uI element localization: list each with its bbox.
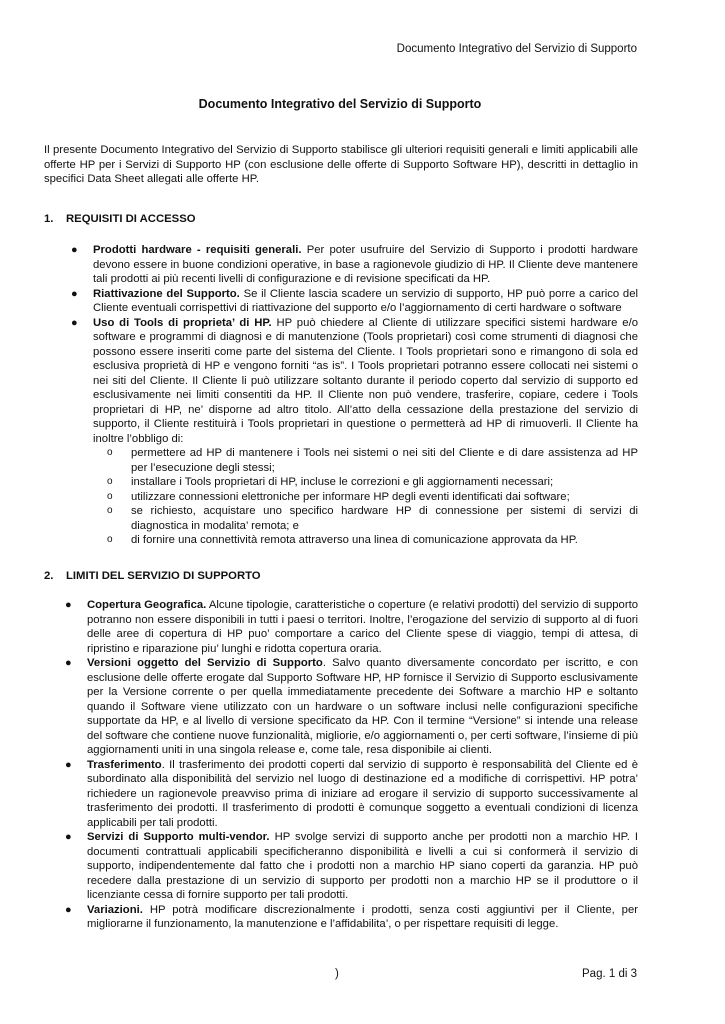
item-text: Alcune tipologie, caratteristiche o coperture (e relativi prodotti) del servizio di supporto potranno non essere disponibili in tutti i paesi o territori. Inoltre, l’erogazione del servizio di supporto al di fuori delle aree di copertura di HP puo’ comportare a carico del Cliente spese di viaggio, tempi di attesa, di ripristino e riparazione piu’ lunghi e ridotta copertura oraria. — [87, 599, 638, 655]
circle-bullet-icon: o — [107, 505, 113, 516]
item-text: HP può chiedere al Cliente di utilizzare specifici sistemi hardware e/o software e programmi di diagnosi e di manutenzione (Tools proprietari) così come strumenti di diagnosi che possono essere inseriti come parte del sistema del Cliente. I Tools proprietari sono e rimangono di sola ed esclusiva proprietà di HP e vengono forniti “as is”. I Tools proprietari potranno essere collocati nei sistemi o nei siti del Cliente. Il Cliente li può utilizzare soltanto durante il periodo coperto dal servizio di supporto ed esclusivamente nei limiti consentiti da HP. Il Cliente non può vendere, trasferire, copiare, cedere i Tools proprietari di HP, ne’ disporne ad altro titolo. All’atto della cessazione della prestazione del servizio di supporto, il Cliente restituirà i Tools proprietari in questione o permetterà ad HP di rimuoverli. Il Cliente ha inoltre l’obbligo di: — [93, 316, 638, 445]
list-item — [65, 758, 638, 831]
list-item — [65, 903, 638, 932]
section-number: 1. — [44, 213, 54, 225]
item-lead: Versioni oggetto del Servizio di Supporto — [87, 657, 323, 669]
footer-mark: ) — [335, 968, 339, 980]
list-item — [65, 598, 638, 656]
item-lead: Servizi di Supporto multi-vendor. — [87, 831, 270, 843]
list-item — [71, 316, 638, 548]
bullet-icon: ● — [65, 599, 72, 611]
sub-list-item: o utilizzare connessioni elettroniche per informare HP degli eventi identificati dai software; — [107, 490, 570, 503]
circle-bullet-icon: o — [107, 534, 113, 545]
item-text: . Il trasferimento dei prodotti coperti dal servizio di supporto è responsabilità del Cliente ed è subordinato alla disponibilità del servizio nel luogo di destinazione ed a modifiche di corrispettivi. HP potra’ richiedere un ragionevole preavviso prima di iniziare ad erogare il servizio di supporto successivamente al trasferimento dei prodotti. Il trasferimento di prodotti è comunque soggetto a eventuali condizioni di licenza applicabili per tali prodotti. — [87, 758, 638, 829]
item-lead: Riattivazione del Supporto. — [93, 287, 240, 300]
list-item — [65, 656, 639, 758]
section-number: 2. — [44, 570, 54, 582]
circle-bullet-icon: o — [107, 447, 113, 458]
bullet-icon: ● — [71, 287, 78, 300]
item-text: HP svolge servizi di supporto anche per prodotti non a marchio HP. I documenti contrattuali applicabili specificheranno disponibilità e livelli a cui si conformerà il servizio di supporto, indipendentemente dal fatto che i prodotti non a marchio HP siano coperti da garanzia. HP può recedere dalla prestazione di un servizio di supporto per prodotti non a marchio HP se il produttore o il licenziante cessa di fornire supporto per tali prodotti. — [87, 831, 639, 901]
list-item — [71, 243, 638, 287]
item-text: . Salvo quanto diversamente concordato per iscritto, e con esclusione delle offerte erogate dal Supporto Software HP, HP fornisce il Servizio di Supporto esclusivamente per la Versione corrente o per quella immediatamente precedente dei Software a marchio HP e soltanto quando il Software viene utilizzato con un hardware o un software inclusi nelle configurazioni specifiche supportate da HP, e al livello di versione specificato da HP. Con il termine “Versione” si intende una release del software che contiene nuove funzionalità, migliorie, e/o aggiornamenti o, per certi software, l’insieme di più aggiornamenti uniti in una singola release e, come tale, resa disponibile ai clienti. — [87, 657, 639, 756]
document-title: Documento Integrativo del Servizio di Supporto — [198, 97, 482, 111]
section-2-heading — [44, 570, 261, 582]
section-1-heading — [44, 213, 196, 225]
item-text: Se il Cliente lascia scadere un servizio di supporto, HP può porre a carico del Cliente eventuali corrispettivi di riattivazione del supporto e/o l’aggiornamento di certi hardware o software — [93, 287, 638, 314]
intro-paragraph: Il presente Documento Integrativo del Servizio di Supporto stabilisce gli ulteriori requisiti generali e limiti applicabili alle offerte HP per i Servizi di Supporto HP (con esclusione delle offerte di Supporto Software HP), descritti in dettaglio in specifici Data Sheet allegati alle offerte HP. — [44, 144, 638, 185]
item-lead: Trasferimento — [87, 758, 162, 771]
item-text: HP potrà modificare discrezionalmente i prodotti, senza costi aggiuntivi per il Cliente, per migliorarne il funzionamento, la manutenzione e l’affidabilita’, o per rispettare requisiti di legge. — [87, 903, 638, 930]
running-header: Documento Integrativo del Servizio di Supporto — [396, 43, 637, 55]
bullet-icon: ● — [65, 903, 72, 916]
sub-list-item: o se richiesto, acquistare uno specifico hardware HP di connessione per sistemi di servizi di diagnostica in modalita’ remota; e — [107, 505, 638, 532]
section-1-list — [71, 243, 638, 548]
bullet-icon: ● — [65, 758, 72, 771]
list-item — [71, 287, 638, 316]
bullet-icon: ● — [71, 244, 78, 256]
item-lead: Copertura Geografica. — [87, 599, 207, 611]
item-text: Per poter usufruire del Servizio di Supporto i prodotti hardware devono essere in buone condizioni operative, in base a ragionevole giudizio di HP. Il Cliente deve mantenere tali prodotti ai più recenti livelli di configurazione e di revisione specificati da HP. — [93, 244, 638, 285]
item-lead: Prodotti hardware - requisiti generali. — [93, 244, 302, 256]
circle-bullet-icon: o — [107, 490, 113, 502]
item-lead: Variazioni. — [87, 903, 143, 916]
sub-list — [93, 446, 638, 548]
sub-list-item: o permettere ad HP di mantenere i Tools nei sistemi o nei siti del Cliente e di dare assistenza ad HP per l’esecuzione degli stessi; — [107, 447, 638, 474]
bullet-icon: ● — [65, 657, 72, 669]
section-title: LIMITI DEL SERVIZIO DI SUPPORTO — [66, 570, 261, 582]
sub-list-item: o installare i Tools proprietari di HP, incluse le correzioni e gli aggiornamenti necessari; — [107, 476, 554, 488]
section-title: REQUISITI DI ACCESSO — [66, 213, 196, 225]
bullet-icon: ● — [71, 316, 78, 329]
bullet-icon: ● — [65, 831, 72, 843]
circle-bullet-icon: o — [107, 476, 113, 487]
page-number: Pag. 1 di 3 — [582, 968, 637, 980]
list-item — [65, 830, 639, 903]
item-lead: Uso di Tools di proprieta’ di HP. — [93, 316, 272, 329]
sub-list-item: o di fornire una connettività remota attraverso una linea di comunicazione approvata da HP. — [107, 534, 578, 546]
section-2-list — [65, 598, 639, 932]
